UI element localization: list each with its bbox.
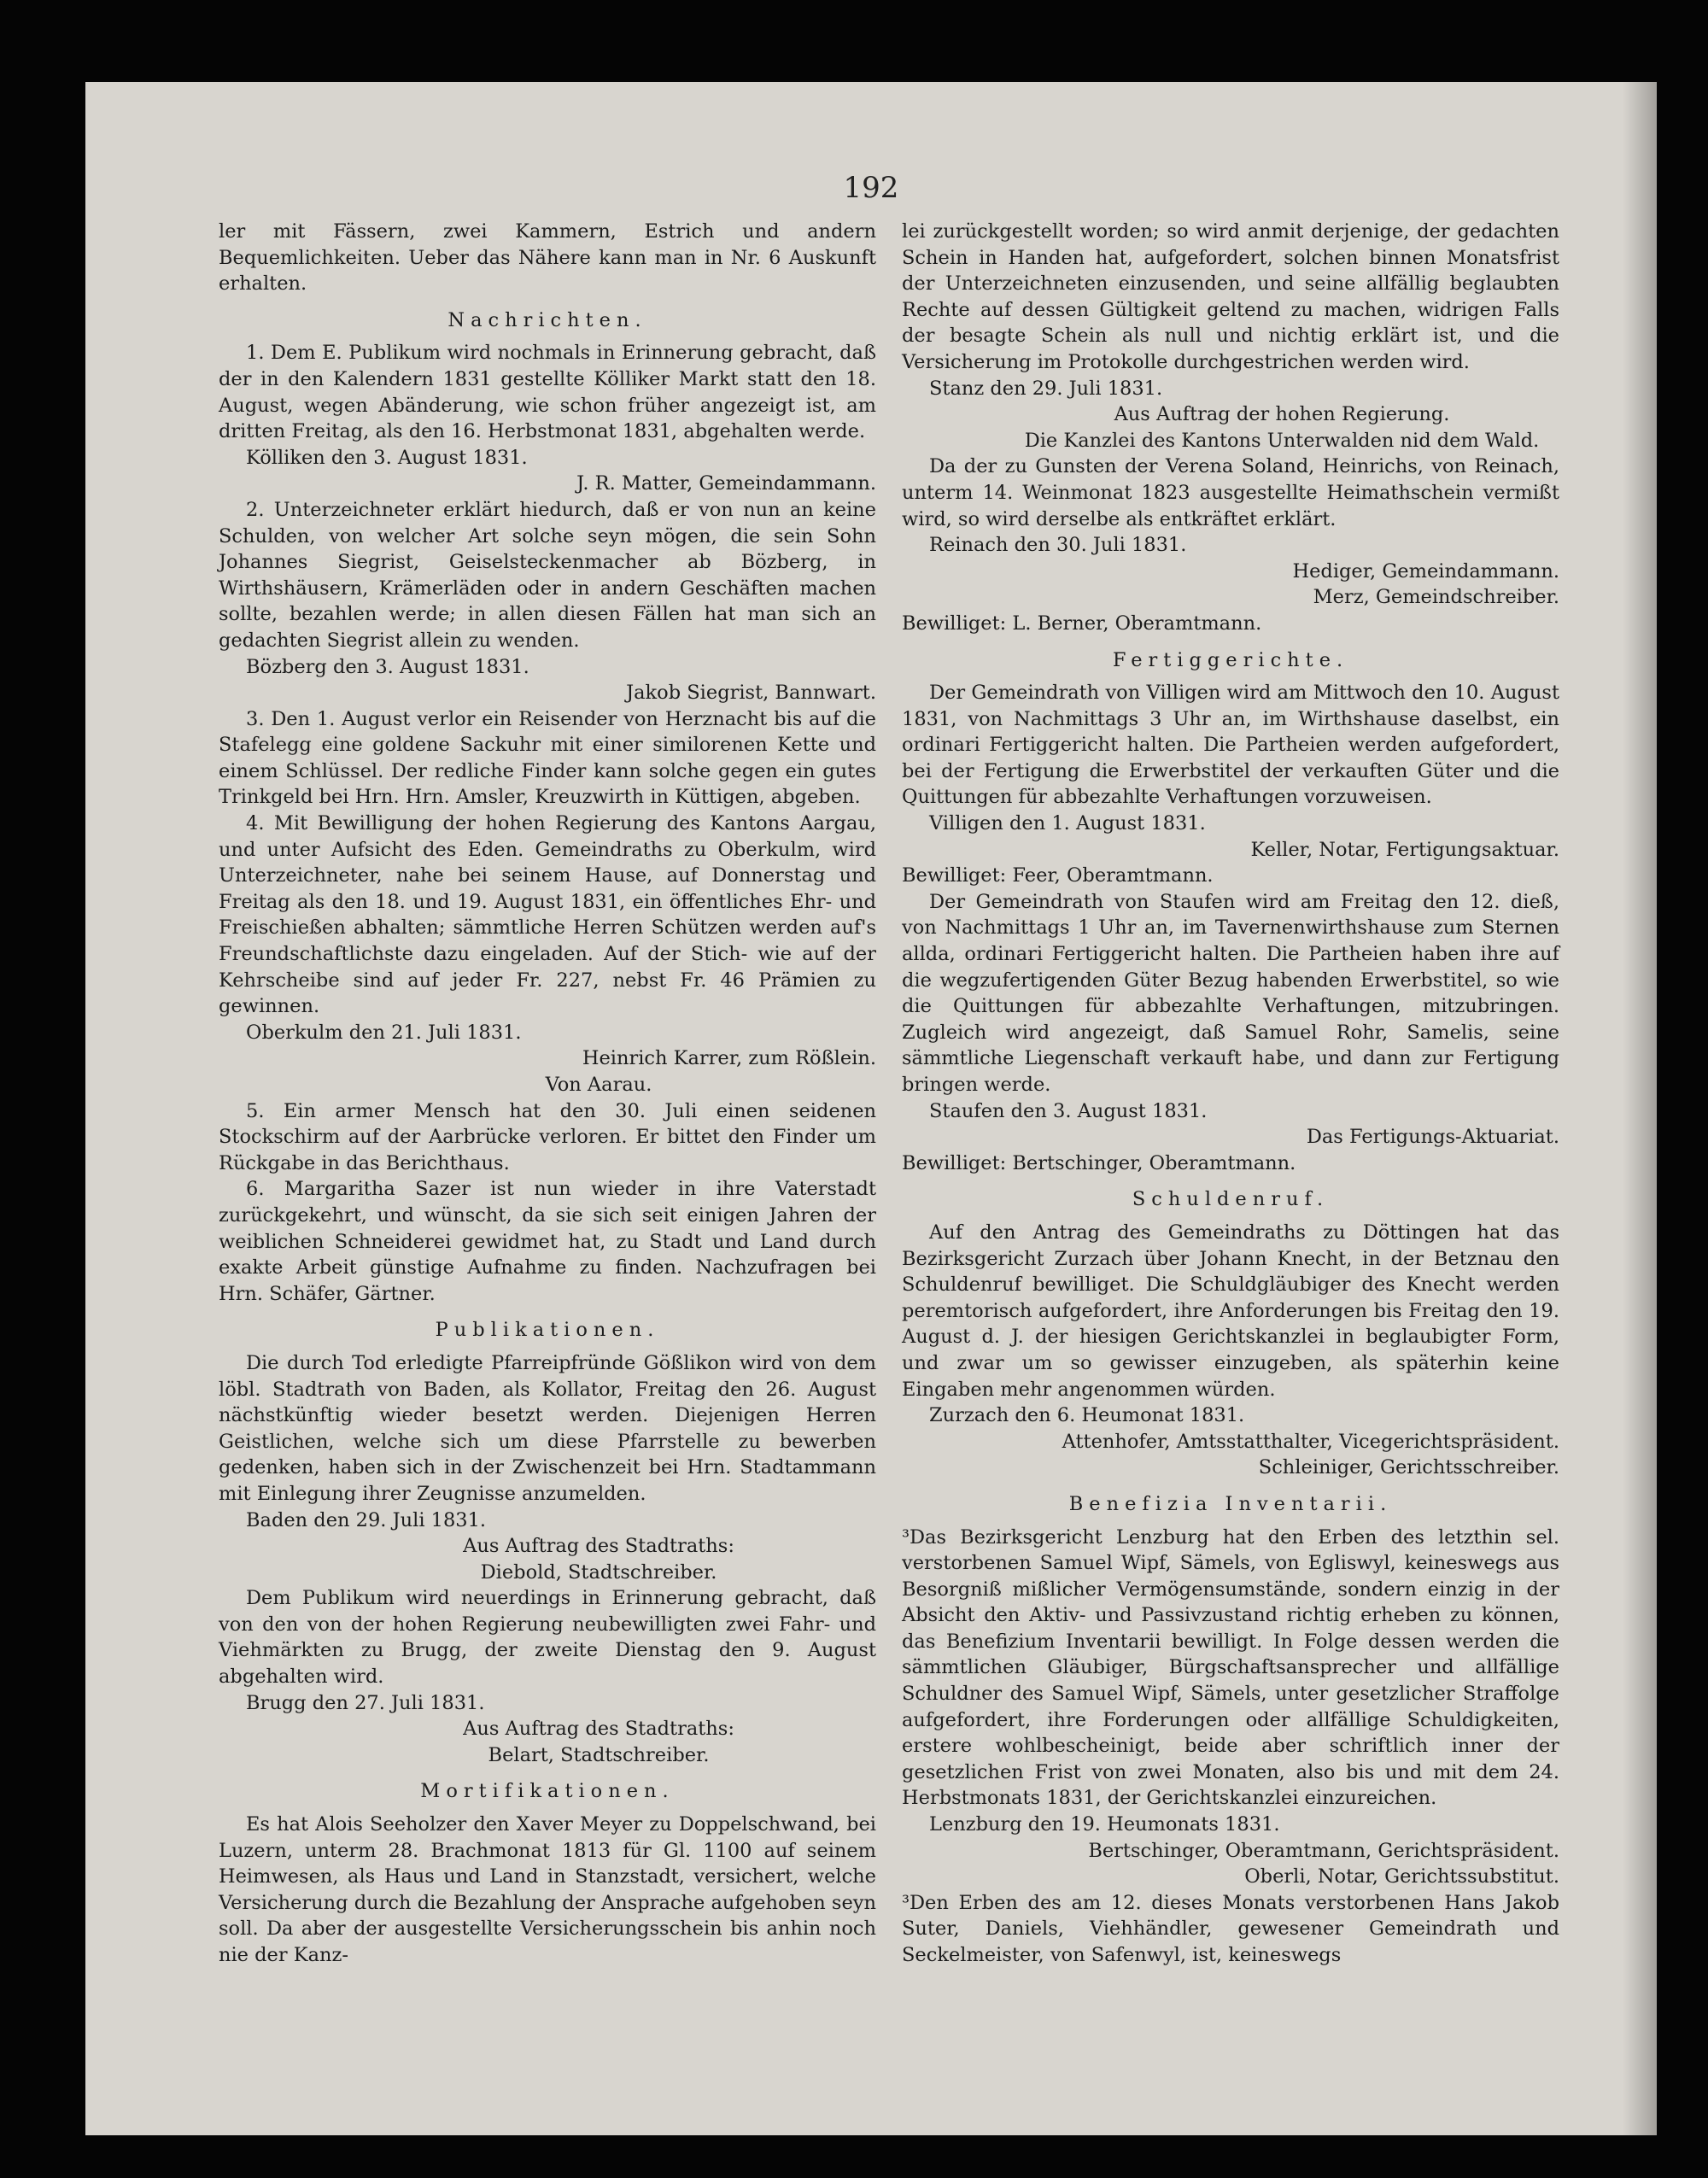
paragraph: 5. Ein armer Mensch hat den 30. Juli einen seidenen Stockschirm auf der Aarbrücke verloren. Er bittet den Finder um Rückgabe in das Berichthaus. <box>219 1099 876 1174</box>
signature-line: Die Kanzlei des Kantons Unterwalden nid dem Wald. <box>1024 429 1540 452</box>
dateline: Oberkulm den 21. Juli 1831. <box>246 1021 522 1044</box>
signature-line: Aus Auftrag der hohen Regierung. <box>1114 403 1450 426</box>
left-column <box>219 219 876 1969</box>
dateline: Zurzach den 6. Heumonat 1831. <box>929 1404 1245 1427</box>
dateline: Stanz den 29. Juli 1831. <box>929 377 1163 400</box>
signature-line: Attenhofer, Amtsstatthalter, Vicegerichtspräsident. <box>1062 1430 1559 1453</box>
signature-line: Hediger, Gemeindammann. <box>1292 559 1559 583</box>
section-heading: Benefizia Inventarii. <box>1068 1492 1393 1515</box>
dateline: Bözberg den 3. August 1831. <box>246 655 529 678</box>
section-heading: Publikationen. <box>435 1319 660 1342</box>
paragraph: lei zurückgestellt worden; so wird anmit derjenige, der gedachten Schein in Handen hat, aufgefordert, solchen binnen Monatsfrist der Unterzeichneten einzusenden, und seine allfällig beglaubten Rechte auf dessen Gültigkeit geltend zu machen, widrigen Falls der besagte Schein als null und nichtig erklärt ist, und die Versicherung im Protokolle durchgestrichen werden wird. <box>902 220 1559 373</box>
dateline: Baden den 29. Juli 1831. <box>246 1508 487 1531</box>
paragraph: 3. Den 1. August verlor ein Reisender von Herznacht bis auf die Stafelegg eine goldene Sackuhr mit einer similorenen Kette und einem Schlüssel. Der redliche Finder kann solche gegen ein gutes Trinkgeld bei Hrn. Hrn. Amsler, Kreuzwirth in Küttigen, abgeben. <box>219 707 876 809</box>
dateline: Villigen den 1. August 1831. <box>929 812 1206 835</box>
paragraph: Auf den Antrag des Gemeindraths zu Döttingen hat das Bezirksgericht Zurzach über Johann Knecht, in der Betznau den Schuldenruf bewilliget. Die Schuldgläubiger des Knecht werden peremtorisch aufgefordert, ihre Anforderungen bis Freitag den 19. August d. J. der hiesigen Gerichtskanzlei in beglaubigter Form, und zwar um so gewisser einzugeben, als späterhin keine Eingaben mehr angenommen würden. <box>902 1221 1559 1401</box>
signature-line: Aus Auftrag des Stadtraths: <box>463 1718 734 1741</box>
signature-line: Schleiniger, Gerichtsschreiber. <box>1258 1456 1559 1479</box>
paragraph: 2. Unterzeichneter erklärt hiedurch, daß er von nun an keine Schulden, von welcher Art solche seyn mögen, die sein Sohn Johannes Siegrist, Geiselsteckenmacher ab Bözberg, in Wirthshäusern, Krämerläden oder in andern Geschäften machen sollte, bezahlen werde; in allen diesen Fällen hat man sich an gedachten Siegrist allein zu wenden. <box>219 498 876 652</box>
dateline: Reinach den 30. Juli 1831. <box>929 534 1187 557</box>
signature-line: Keller, Notar, Fertigungsaktuar. <box>1250 838 1559 861</box>
signature-line: Oberli, Notar, Gerichtssubstitut. <box>1244 1865 1559 1888</box>
signature-line: Belart, Stadtschreiber. <box>488 1743 710 1766</box>
paragraph: 1. Dem E. Publikum wird nochmals in Erinnerung gebracht, daß der in den Kalendern 1831 gestellte Kölliker Markt statt den 18. August, wegen Abänderung, wie schon früher angezeigt ist, am dritten Freitag, als den 16. Herbstmonat 1831, abgehalten werde. <box>219 342 876 443</box>
paragraph: Bewilliget: L. Berner, Oberamtmann. <box>902 612 1262 635</box>
paragraph: Der Gemeindrath von Staufen wird am Freitag den 12. dieß, von Nachmittags 1 Uhr an, im Tavernenwirthshause zum Sternen allda, ordinari Fertiggericht halten. Die Partheien haben ihre auf die wegzufertigenden Güter Bezug habenden Erwerbstitel, so wie die Quittungen für abbezahlte Verhaftungen, mitzubringen. Zugleich wird angezeigt, daß Samuel Rohr, Samelis, seine sämmtliche Liegenschaft verkauft habe, und dann zur Fertigung bringen werde. <box>902 890 1559 1096</box>
signature-line: Heinrich Karrer, zum Rößlein. <box>582 1047 876 1070</box>
section-heading: Fertiggerichte. <box>1112 648 1349 671</box>
signature-line: Jakob Siegrist, Bannwart. <box>626 682 876 705</box>
signature-line: Merz, Gemeindschreiber. <box>1313 586 1559 609</box>
paragraph: 6. Margaritha Sazer ist nun wieder in ihre Vaterstadt zurückgekehrt, und wünscht, da sie sich seit einigen Jahren der weiblichen Schneiderei gewidmet hat, zu Stadt und Land durch exakte Arbeit günstige Aufnahme zu finden. Nachzufragen bei Hrn. Schäfer, Gärtner. <box>219 1178 876 1305</box>
signature-line: J. R. Matter, Gemeindammann. <box>576 472 876 495</box>
signature-line: Von Aarau. <box>545 1074 652 1096</box>
paragraph: Es hat Alois Seeholzer den Xaver Meyer zu Doppelschwand, bei Luzern, unterm 28. Brachmonat 1813 für Gl. 1100 auf seinem Heimwesen, als Haus und Land in Stanzstadt, versichert, welche Versicherung durch die Bezahlung der Ansprache aufgehoben seyn soll. Da aber der ausgestellte Versicherungsschein bis anhin noch nie der Kanz- <box>219 1813 876 1966</box>
section-heading: Schuldenruf. <box>1132 1188 1330 1211</box>
paragraph: 4. Mit Bewilligung der hohen Regierung des Kantons Aargau, und unter Aufsicht des Eden. Gemeindraths zu Oberkulm, wird Unterzeichneter, nahe bei seinem Hause, auf Donnerstag und Freitag als den 18. und 19. August 1831, ein öffentliches Ehr- und Freischießen abhalten; sämmtliche Herren Schützen werden auf's Freundschaftlichste dazu eingeladen. Auf der Stich- wie auf der Kehrscheibe sind auf jeder Fr. 227, nebst Fr. 46 Prämien zu gewinnen. <box>219 812 876 1018</box>
paragraph: Dem Publikum wird neuerdings in Erinnerung gebracht, daß von den von der hohen Regierung neubewilligten zwei Fahr- und Viehmärkten zu Brugg, der zweite Dienstag den 9. August abgehalten wird. <box>219 1587 876 1689</box>
right-column <box>902 219 1559 1969</box>
paragraph: Da der zu Gunsten der Verena Soland, Heinrichs, von Reinach, unterm 14. Weinmonat 1823 ausgestellte Heimathschein vermißt wird, so wird derselbe als entkräftet erklärt. <box>902 455 1559 530</box>
signature-line: Aus Auftrag des Stadtraths: <box>463 1535 734 1558</box>
page-number: 192 <box>843 171 899 205</box>
dateline: Kölliken den 3. August 1831. <box>246 446 528 469</box>
section-heading: Mortifikationen. <box>420 1780 675 1803</box>
dateline: Lenzburg den 19. Heumonats 1831. <box>929 1813 1280 1836</box>
dateline: Brugg den 27. Juli 1831. <box>246 1691 485 1714</box>
paragraph: Die durch Tod erledigte Pfarreipfründe Gößlikon wird von dem löbl. Stadtrath von Baden, als Kollator, Freitag den 26. August nächstkünftig wieder besetzt werden. Diejenigen Herren Geistlichen, welche sich um diese Pfarrstelle zu bewerben gedenken, haben sich in der Zwischenzeit bei Hrn. Stadtammann mit Einlegung ihrer Zeugnisse anzumelden. <box>219 1351 876 1505</box>
paragraph: Bewilliget: Feer, Oberamtmann. <box>902 864 1214 887</box>
newspaper-page <box>85 82 1657 2135</box>
paragraph: ³Das Bezirksgericht Lenzburg hat den Erben des letzthin sel. verstorbenen Samuel Wipf, Sämels, von Egliswyl, keineswegs aus Besorgniß mißlicher Vermögensumstände, sondern einzig in der Absicht den Aktiv- und Passivzustand richtig erheben zu können, das Benefizium Inventarii bewilligt. In Folge dessen werden die sämmtlichen Gläubiger, Bürgschaftsansprecher und allfällige Schuldner des Samuel Wipf, Sämels, unter gesetzlicher Straffolge aufgefordert, ihre Forderungen oder allfällige Schuldigkeiten, erstere wohlbescheinigt, beide aber schriftlich inner der gesetzlichen Frist von zwei Monaten, also bis und mit dem 24. Herbstmonats 1831, der Gerichtskanzlei einzureichen. <box>902 1525 1559 1810</box>
dateline: Staufen den 3. August 1831. <box>929 1099 1208 1122</box>
paragraph: ler mit Fässern, zwei Kammern, Estrich und andern Bequemlichkeiten. Ueber das Nähere kann man in Nr. 6 Auskunft erhalten. <box>219 220 876 296</box>
paragraph: Bewilliget: Bertschinger, Oberamtmann. <box>902 1151 1296 1174</box>
signature-line: Bertschinger, Oberamtmann, Gerichtspräsident. <box>1088 1839 1559 1862</box>
paragraph: ³Den Erben des am 12. dieses Monats verstorbenen Hans Jakob Suter, Daniels, Viehhändler, gewesener Gemeindrath und Seckelmeister, von Safenwyl, ist, keineswegs <box>902 1891 1559 1966</box>
paragraph: Der Gemeindrath von Villigen wird am Mittwoch den 10. August 1831, von Nachmittags 3 Uhr an, im Wirthshause daselbst, ein ordinari Fertiggericht halten. Die Partheien werden aufgefordert, bei der Fertigung die Erwerbstitel der verkauften Güter und die Quittungen für abbezahlte Verhaftungen vorzuweisen. <box>902 682 1559 809</box>
signature-line: Diebold, Stadtschreiber. <box>480 1560 717 1584</box>
section-heading: Nachrichten. <box>447 308 647 331</box>
signature-line: Das Fertigungs-Aktuariat. <box>1306 1126 1559 1149</box>
